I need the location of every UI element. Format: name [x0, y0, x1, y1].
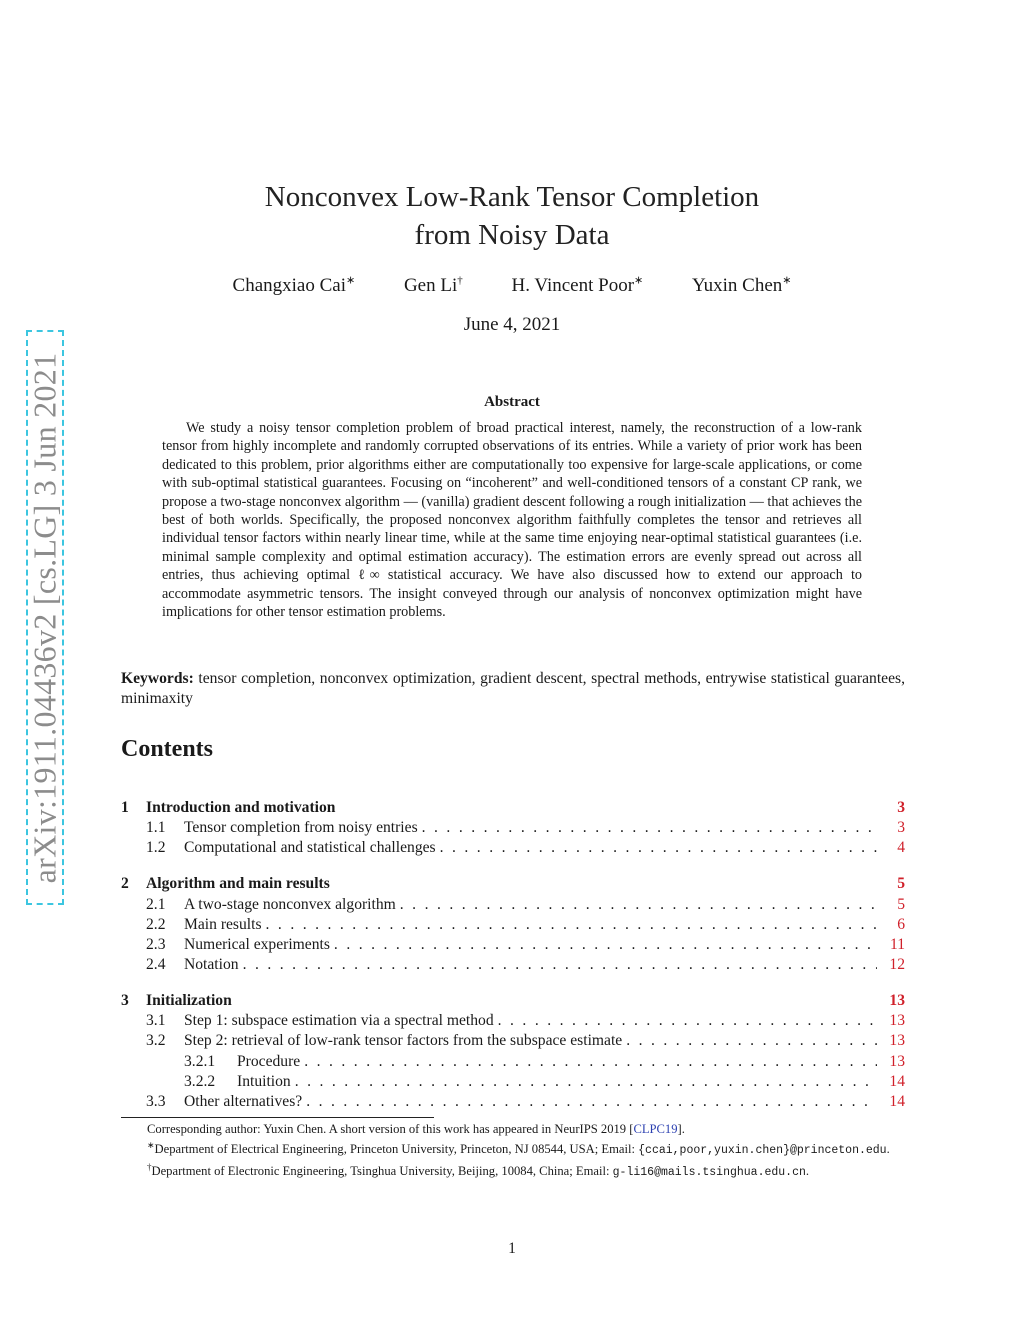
footnote-corresponding [121, 1121, 905, 1137]
toc-leader-dots [295, 1072, 877, 1092]
toc-subsubsection[interactable] [121, 1052, 905, 1072]
abstract-heading: Abstract [484, 394, 540, 410]
footnote-text: Corresponding author: Yuxin Chen. A short version of this work has appeared in NeurIPS 2019 [ [147, 1122, 634, 1136]
toc-subsection[interactable] [121, 838, 905, 858]
citation-link[interactable]: CLPC19 [633, 1122, 678, 1136]
toc-number: 3.3 [146, 1093, 166, 1111]
table-of-contents [121, 798, 905, 1112]
toc-title: Algorithm and main results [146, 875, 330, 893]
toc-page-link[interactable]: 4 [897, 839, 905, 857]
toc-number: 3.2 [146, 1032, 166, 1050]
toc-number: 3.1 [146, 1012, 166, 1030]
toc-title: Numerical experiments [184, 935, 330, 953]
author-mark: ∗ [345, 275, 356, 287]
toc-subsection[interactable] [121, 818, 905, 838]
toc-section[interactable] [121, 874, 905, 894]
author-mark: † [457, 275, 463, 287]
title-line-2: from Noisy Data [414, 219, 610, 251]
toc-number: 3 [121, 992, 129, 1010]
toc-leader-dots [243, 955, 877, 975]
paper-date: June 4, 2021 [463, 314, 561, 335]
footnote-mark: ∗ [147, 1140, 155, 1150]
toc-number: 1.2 [146, 839, 166, 857]
toc-number: 3.2.1 [184, 1052, 216, 1070]
author-mark: ∗ [782, 275, 792, 287]
toc-leader-dots [334, 935, 877, 955]
toc-title: Introduction and motivation [146, 799, 336, 816]
author [404, 275, 463, 296]
keywords-label: Keywords: [121, 670, 194, 687]
toc-title: Other alternatives? [184, 1093, 303, 1111]
toc-leader-dots [266, 915, 877, 935]
toc-title: Step 1: subspace estimation via a spectral method [184, 1012, 494, 1030]
footnote-text: Department of Electronic Engineering, Tsinghua University, Beijing, 10084, China; Email: [151, 1164, 610, 1179]
toc-leader-dots [422, 818, 877, 838]
toc-number: 2.4 [146, 956, 166, 974]
toc-leader-dots [306, 1092, 877, 1112]
toc-number: 3.2.2 [184, 1072, 216, 1090]
toc-leader-dots [304, 1052, 877, 1072]
toc-number: 1.1 [146, 819, 166, 837]
toc-page-link[interactable]: 11 [889, 935, 905, 953]
title-line-1: Nonconvex Low-Rank Tensor Completion [264, 181, 760, 213]
toc-section[interactable] [121, 798, 905, 818]
footnote-text: ]. [677, 1122, 685, 1136]
toc-subsection[interactable] [121, 1011, 905, 1031]
toc-leader-dots [626, 1031, 877, 1051]
toc-title: Procedure [237, 1052, 301, 1070]
toc-number: 2.1 [146, 895, 166, 913]
toc-title: Computational and statistical challenges [184, 839, 436, 857]
author [233, 275, 356, 296]
author-name: Changxiao Cai [232, 275, 346, 297]
abstract-text: We study a noisy tensor completion problem of broad practical interest, namely, the reconstruction of a low-rank tensor from highly incomplete and randomly corrupted observations of its entries. While a variety of prior work has been dedicated to this problem, prior algorithms either are computationally too expensive for large-scale applications, or come with sub-optimal statistical guarantees. Focusing on “incoherent” and well-conditioned tensors of a constant CP rank, we propose a two-stage nonconvex algorithm — (vanilla) gradient descent following a rough initialization — that achieves the best of both worlds. Specifically, the proposed nonconvex algorithm faithfully completes the tensor and retrieves all individual tensor factors within nearly linear time, while at the same time enjoying near-optimal statistical guarantees (i.e. minimal sample complexity and optimal estimation accuracy). The estimation errors are evenly spread out across all entries, thus achieving optimal ℓ∞ statistical accuracy. We have also discussed how to extend our approach to accommodate asymmetric tensors. The insight conveyed through our analysis of nonconvex optimization might have implications for other tensor estimation problems. [162, 420, 862, 621]
toc-title: Step 2: retrieval of low-rank tensor factors from the subspace estimate [184, 1032, 623, 1050]
toc-number: 2.3 [146, 935, 166, 953]
toc-page-link[interactable]: 13 [889, 1012, 905, 1030]
toc-page-link[interactable]: 14 [889, 1093, 905, 1111]
toc-page-link[interactable]: 13 [889, 1052, 905, 1070]
toc-leader-dots [400, 895, 877, 915]
contents-heading: Contents [121, 736, 214, 762]
toc-title: Main results [184, 915, 262, 933]
toc-number: 2 [121, 875, 129, 893]
toc-number: 1 [121, 799, 129, 816]
paper-title [0, 178, 1024, 254]
toc-leader-dots [440, 838, 877, 858]
toc-leader-dots [498, 1011, 877, 1031]
toc-page-link[interactable]: 3 [897, 819, 905, 837]
toc-page-link[interactable]: 14 [889, 1072, 905, 1090]
toc-page-link[interactable]: 5 [897, 875, 905, 893]
author-mark: ∗ [634, 275, 644, 287]
toc-subsection[interactable] [121, 895, 905, 915]
toc-title: Intuition [237, 1072, 291, 1090]
toc-page-link[interactable]: 13 [889, 992, 905, 1010]
arxiv-stamp-text: arXiv:1911.04436v2 [cs.LG] 3 Jun 2021 [26, 352, 63, 883]
toc-number: 2.2 [146, 915, 166, 933]
arxiv-stamp [26, 330, 64, 905]
toc-page-link[interactable]: 5 [897, 895, 905, 913]
footnote-rule [121, 1117, 434, 1118]
toc-subsection[interactable] [121, 935, 905, 955]
toc-section[interactable] [121, 991, 905, 1011]
toc-title: Notation [184, 956, 239, 974]
toc-title: A two-stage nonconvex algorithm [184, 895, 396, 913]
email-link[interactable]: g-li16@mails.tsinghua.edu.cn [612, 1166, 806, 1180]
author [512, 275, 644, 296]
footnote-text: Department of Electrical Engineering, Princeton University, Princeton, NJ 08544, USA; Email: [154, 1142, 635, 1157]
toc-subsection[interactable] [121, 1031, 905, 1051]
toc-subsubsection[interactable] [121, 1072, 905, 1092]
author-name: Gen Li [403, 275, 458, 297]
toc-page-link[interactable]: 13 [889, 1032, 905, 1050]
toc-subsection[interactable] [121, 915, 905, 935]
author-name: H. Vincent Poor [511, 275, 635, 297]
footnote-mark: † [147, 1162, 152, 1173]
toc-page-link[interactable]: 12 [889, 956, 905, 974]
footnotes [121, 1121, 905, 1181]
toc-subsection[interactable] [121, 1092, 905, 1112]
author-name: Yuxin Chen [692, 275, 783, 297]
toc-subsection[interactable] [121, 955, 905, 975]
footnote-affiliation-1: ∗Department of Electrical Engineering, Princeton University, Princeton, NJ 08544, USA; Email: {ccai,poor,yuxin.chen}@princeton.edu. [147, 1140, 890, 1158]
author [692, 275, 791, 296]
footnote-affiliation-2: †Department of Electronic Engineering, Tsinghua University, Beijing, 10084, China; Email: g-li16@mails.tsinghua.edu.cn. [147, 1162, 810, 1180]
author-list [0, 274, 1024, 297]
toc-page-link[interactable]: 3 [897, 799, 905, 816]
page-number: 1 [508, 1240, 516, 1257]
toc-title: Initialization [146, 992, 232, 1010]
toc-page-link[interactable]: 6 [897, 915, 905, 933]
toc-title: Tensor completion from noisy entries [184, 819, 418, 837]
keywords [121, 669, 905, 709]
email-link[interactable]: {ccai,poor,yuxin.chen}@princeton.edu [638, 1144, 887, 1158]
keywords-text: tensor completion, nonconvex optimization, gradient descent, spectral methods, entrywise statistical guarantees, minimaxity [121, 670, 905, 707]
